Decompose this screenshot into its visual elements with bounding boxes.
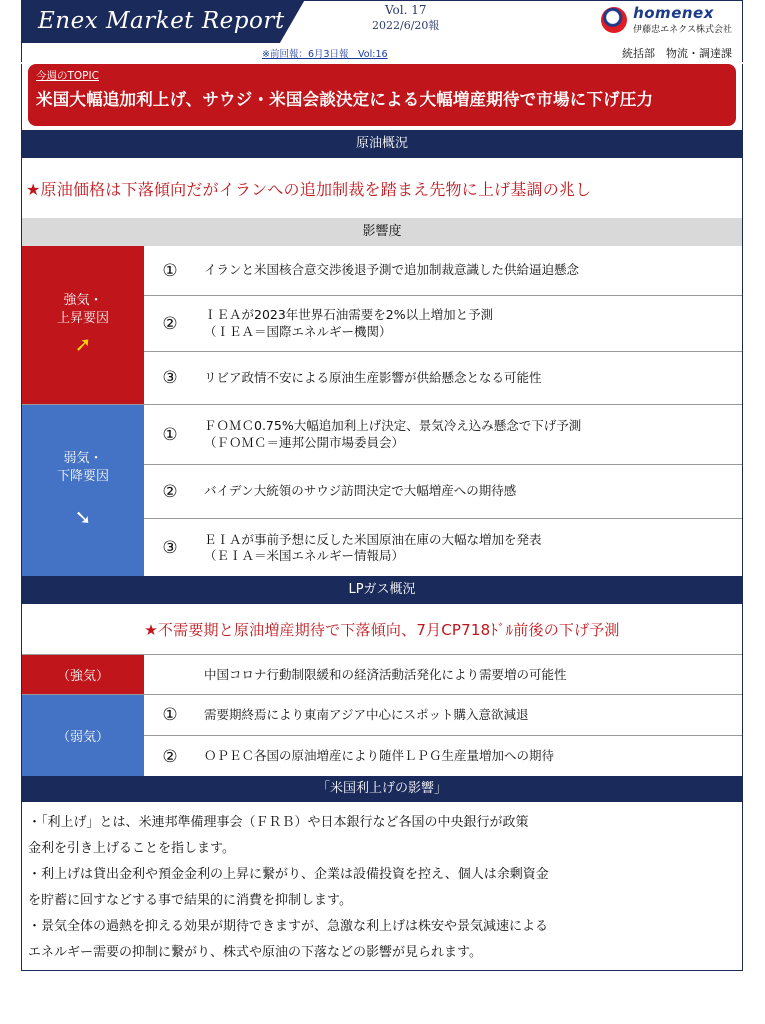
crude-bull-factors xyxy=(22,246,742,404)
factor-number: ① xyxy=(162,260,178,281)
factor-text: イランと米国核合意交渉後退予測で追加制裁意識した供給逼迫懸念 xyxy=(204,262,580,278)
bear-label-line2: 下降要因 xyxy=(56,469,109,484)
factor-row xyxy=(144,655,742,695)
sub-header xyxy=(21,42,743,62)
volume-number: Vol. 17 xyxy=(384,3,427,17)
factor-number: ② xyxy=(162,313,178,334)
bull-label-line1: 強気・ xyxy=(63,292,103,308)
arrow-up-icon: ➚ xyxy=(74,332,92,357)
report-body xyxy=(21,64,743,971)
department-label: 統括部 物流・調達課 xyxy=(622,47,732,60)
factor-row xyxy=(144,352,742,404)
report-header xyxy=(21,0,743,42)
factor-text: ＥＩＡが事前予想に反した米国原油在庫の大幅な増加を発表 （ＥＩＡ＝米国エネルギー情報局） xyxy=(204,531,542,563)
rate-section-title: 「米国利上げの影響」 xyxy=(22,776,742,802)
topic-label: 今週のTOPIC xyxy=(36,70,99,82)
factor-number: ① xyxy=(162,424,178,445)
impact-title: 影響度 xyxy=(22,218,742,246)
factor-number: ③ xyxy=(162,368,178,388)
crude-section-title: 原油概況 xyxy=(22,130,742,158)
lpg-section-title: LPガス概況 xyxy=(22,576,742,604)
bear-label xyxy=(22,405,144,576)
lpg-bull-factors xyxy=(22,654,742,694)
factor-text: 需要期終焉により東南アジア中心にスポット購入意欲減退 xyxy=(204,706,529,722)
logo-mark-icon xyxy=(601,7,627,33)
bull-label-line2: 上昇要因 xyxy=(56,310,109,326)
bear-label-line1: 弱気・ xyxy=(63,451,103,467)
factor-text: 中国コロナ行動制限緩和の経済活動活発化により需要増の可能性 xyxy=(204,666,567,682)
lpg-headline: ★不需要期と原油増産期待で下落傾向、7月CP718ﾄﾞﾙ前後の下げ予測 xyxy=(144,620,620,639)
factor-row xyxy=(144,465,742,519)
factor-text: リビア政情不安による原油生産影響が供給懸念となる可能性 xyxy=(204,369,542,385)
factor-number: ① xyxy=(162,705,178,725)
factor-row xyxy=(144,519,742,577)
crude-headline: ★原油価格は下落傾向だがイランへの追加制裁を踏まえ先物に上げ基調の兆し xyxy=(26,179,592,199)
rate-notes xyxy=(22,802,742,970)
factor-row xyxy=(144,405,742,465)
factor-row xyxy=(144,296,742,352)
factor-text: ＦＯＭＣ0.75%大幅追加利上げ決定、景気冷え込み懸念で下げ予測 （ＦＯＭＣ＝連邦公開市場委員会） xyxy=(204,418,582,450)
lpg-bear-factors xyxy=(22,694,742,776)
note-paragraph: ・利上げは貸出金利や預金金利の上昇に繋がり、企業は設備投資を控え、個人は余剰資金 を貯蓄に回すなどする事で結果的に消費を抑制します。 xyxy=(28,867,549,908)
issue-info xyxy=(372,3,439,33)
topic-headline: 米国大幅追加利上げ、サウジ・米国会談決定による大幅増産期待で市場に下げ圧力 xyxy=(36,90,654,109)
title-banner xyxy=(22,1,322,43)
factor-row xyxy=(144,736,742,777)
previous-issue-link[interactable]: ※前回報：6月3日報 Vol:16 xyxy=(262,49,388,60)
topic-box xyxy=(28,64,736,126)
report-title: Enex Market Report xyxy=(38,8,285,34)
factor-row xyxy=(144,246,742,296)
note-paragraph: ・「利上げ」とは、米連邦準備理事会（ＦＲＢ）や日本銀行など各国の中央銀行が政策 金利を引き上げることを指します。 xyxy=(28,815,529,856)
note-paragraph: ・景気全体の過熱を抑える効果が期待できますが、急激な利上げは株安や景気減速による エネルギー需要の抑制に繋がり、株式や原油の下落などの影響が見られます。 xyxy=(28,919,549,960)
crude-bear-factors xyxy=(22,404,742,576)
lpg-bull-label: （強気） xyxy=(22,655,144,694)
logo-company-name: 伊藤忠エネクス株式会社 xyxy=(633,25,732,35)
factor-text: バイデン大統領のサウジ訪問決定で大幅増産への期待感 xyxy=(204,483,517,499)
factor-text: ＩＥＡが2023年世界石油需要を2%以上増加と予測 （ＩＥＡ＝国際エネルギー機関） xyxy=(204,307,494,339)
arrow-down-icon: ➘ xyxy=(74,504,92,529)
issue-date: 2022/6/20報 xyxy=(372,19,440,32)
bull-label xyxy=(22,246,144,404)
report-page xyxy=(21,0,743,971)
factor-text: ＯＰＥＣ各国の原油増産により随伴ＬＰＧ生産量増加への期待 xyxy=(204,748,555,764)
lpg-bear-label: （弱気） xyxy=(22,695,144,776)
logo-brand: homenex xyxy=(633,4,714,22)
factor-number: ③ xyxy=(162,538,178,558)
company-logo xyxy=(601,4,732,35)
factor-number: ② xyxy=(162,746,178,767)
factor-number: ② xyxy=(162,481,178,502)
factor-row xyxy=(144,695,742,736)
